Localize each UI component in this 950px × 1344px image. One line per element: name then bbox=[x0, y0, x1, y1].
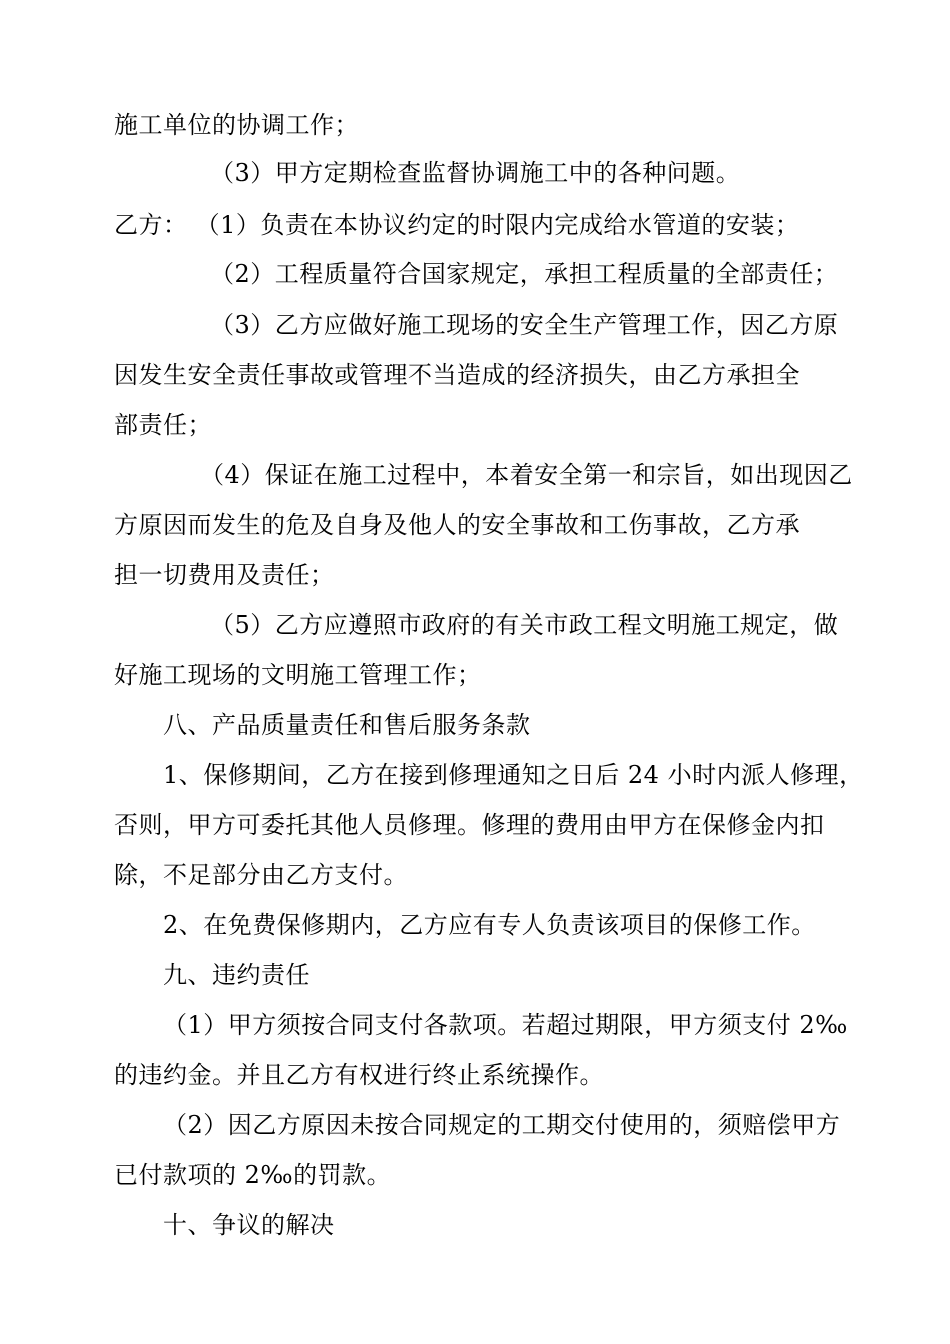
text-line: 否则，甲方可委托其他人员修理。修理的费用由甲方在保修金内扣 bbox=[114, 811, 825, 839]
text-line: 的违约金。并且乙方有权进行终止系统操作。 bbox=[114, 1061, 604, 1089]
section-heading: 八、产品质量责任和售后服务条款 bbox=[163, 711, 531, 739]
section-heading: 九、违约责任 bbox=[163, 961, 310, 989]
text-line: （2）因乙方原因未按合同规定的工期交付使用的，须赔偿甲方 bbox=[163, 1111, 841, 1139]
text-line: 担一切费用及责任； bbox=[114, 561, 335, 589]
text-line: 方原因而发生的危及自身及他人的安全事故和工伤事故，乙方承 bbox=[114, 511, 800, 539]
text-line: （4）保证在施工过程中，本着安全第一和宗旨，如出现因乙 bbox=[200, 461, 853, 489]
text-line: 1、保修期间，乙方在接到修理通知之日后 24 小时内派人修理， bbox=[163, 761, 864, 789]
text-line: （2）工程质量符合国家规定，承担工程质量的全部责任； bbox=[210, 260, 839, 288]
text-line: （1）甲方须按合同支付各款项。若超过期限，甲方须支付 2‰ bbox=[163, 1011, 848, 1039]
text-line: 因发生安全责任事故或管理不当造成的经济损失，由乙方承担全 bbox=[114, 361, 800, 389]
text-line: 乙方： （1）负责在本协议约定的时限内完成给水管道的安装； bbox=[114, 211, 800, 239]
text-line: 部责任； bbox=[114, 411, 212, 439]
text-line: 2、在免费保修期内，乙方应有专人负责该项目的保修工作。 bbox=[163, 911, 816, 939]
section-heading: 十、争议的解决 bbox=[163, 1211, 335, 1239]
text-line: 好施工现场的文明施工管理工作； bbox=[114, 661, 482, 689]
text-line: 施工单位的协调工作； bbox=[114, 111, 359, 139]
text-line: （3）甲方定期检查监督协调施工中的各种问题。 bbox=[210, 159, 741, 187]
text-line: （5）乙方应遵照市政府的有关市政工程文明施工规定，做 bbox=[210, 611, 839, 639]
text-line: 除，不足部分由乙方支付。 bbox=[114, 861, 408, 889]
text-line: （3）乙方应做好施工现场的安全生产管理工作，因乙方原 bbox=[210, 311, 839, 339]
text-line: 已付款项的 2‰的罚款。 bbox=[114, 1161, 392, 1189]
